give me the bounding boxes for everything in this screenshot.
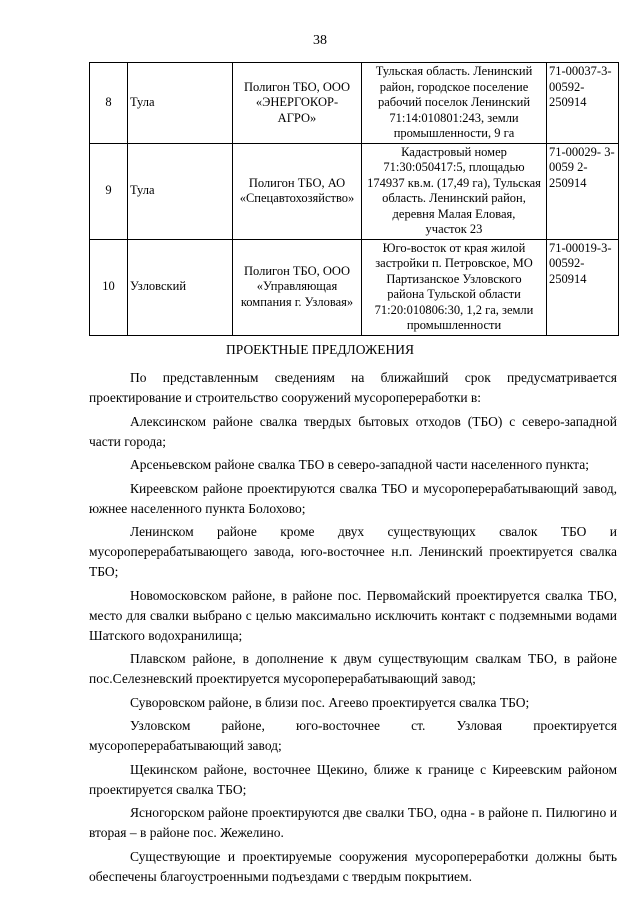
row-location (362, 239, 547, 335)
row-location-line: Юго-восток от края жилой (382, 240, 526, 255)
paragraph: Узловском районе, юго-восточнее ст. Узловая проектируется мусороперерабатывающий завод; (89, 718, 617, 753)
row-object-line: Полигон ТБО, ООО (243, 79, 350, 94)
row-object (233, 239, 362, 335)
row-district: Тула (128, 143, 233, 239)
row-number: 8 (90, 63, 128, 144)
row-location-line: Кадастровый номер (401, 144, 507, 159)
row-location-line: Партизанское Узловского (386, 271, 522, 286)
page-number: 38 (313, 33, 327, 48)
paragraph: Алексинском районе свалка твердых бытовых отходов (ТБО) с северо-западной части города; (89, 413, 617, 449)
table-row (90, 239, 619, 335)
row-location (362, 63, 547, 144)
row-location-line: 71:14:010801:243, земли (389, 110, 519, 125)
row-location-line: деревня Малая Еловая, (392, 206, 516, 221)
row-location-line: застройки п. Петровское, МО (375, 256, 533, 270)
row-number: 10 (90, 239, 128, 335)
row-location-line: Тульская область. Ленинский (375, 64, 533, 78)
row-location-line: участок 23 (425, 222, 483, 236)
row-object-line: АГРО» (277, 110, 317, 125)
row-code (547, 63, 619, 144)
row-location-line: промышленности, 9 га (393, 126, 515, 140)
row-district: Узловский (128, 239, 233, 335)
row-code-line: 00592-250914 (549, 79, 587, 109)
row-object (233, 63, 362, 144)
row-location-line: район, городское поселение (379, 79, 529, 94)
paragraph: По представленным сведениям на ближайший срок предусматривается проектирование и строительство сооружений мусоропереработки в: (89, 370, 617, 405)
row-object-line: «ЭНЕРГОКОР- (255, 95, 339, 109)
paragraph: Щекинском районе, восточнее Щекино, ближе к границе с Киреевским районом проектируется свалка ТБО; (89, 761, 617, 797)
waste-sites-table (89, 62, 619, 336)
body-text (89, 368, 617, 890)
row-code-line: 00592-250914 (549, 256, 587, 286)
section-heading: ПРОЕКТНЫЕ ПРЕДЛОЖЕНИЯ (226, 342, 414, 357)
row-object (233, 143, 362, 239)
row-object-line: «Управляющая (256, 279, 338, 294)
row-code-line: 0059 2-250914 (549, 160, 588, 190)
row-location (362, 143, 547, 239)
row-location-line: 174937 кв.м. (17,49 га), Тульская (367, 175, 541, 190)
row-location-line: промышленности (406, 318, 502, 332)
row-object-line: «Спецавтохозяйство» (239, 191, 355, 205)
row-location-line: района Тульской области (387, 287, 521, 301)
table-row (90, 143, 619, 239)
paragraph: Существующие и проектируемые сооружения мусоропереработки должны быть обеспечены благоустроенными подъездами с твердым покрытием. (89, 848, 617, 884)
row-code (547, 143, 619, 239)
table-row (90, 63, 619, 144)
paragraph: Плавском районе, в дополнение к двум существующим свалкам ТБО, в районе пос.Селезневский проектируется мусороперерабатывающий завод; (89, 651, 617, 686)
row-code-line: 71-00029- 3- (549, 144, 615, 159)
paragraph: Новомосковском районе, в районе пос. Первомайский проектируется свалка ТБО, место для свалки выбрано с целью максимально исключить контакт с подземными водами Шатского водохранилища; (89, 587, 617, 643)
row-object-line: компания г. Узловая» (240, 294, 354, 309)
row-location-line: 71:20:010806:30, 1,2 га, земли (374, 302, 534, 317)
row-location-line: область. Ленинский район, (382, 191, 526, 205)
paragraph: Киреевском районе проектируются свалка ТБО и мусороперерабатывающий завод, южнее населенного пункта Болохово; (89, 480, 617, 516)
row-object-line: Полигон ТБО, ООО (243, 263, 350, 278)
row-object-line: Полигон ТБО, АО (248, 175, 346, 190)
row-code-line: 71-00037-3- (549, 64, 612, 78)
paragraph: Ясногорском районе проектируются две свалки ТБО, одна - в районе п. Пилюгино и вторая – в районе пос. Жежелино. (89, 805, 617, 840)
paragraph: Арсеньевском районе свалка ТБО в северо-западной части населенного пункта; (130, 457, 589, 472)
row-code (547, 239, 619, 335)
row-location-line: рабочий поселок Ленинский (377, 95, 531, 109)
row-district: Тула (128, 63, 233, 144)
row-number: 9 (90, 143, 128, 239)
paragraph: Суворовском районе, в близи пос. Агеево проектируется свалка ТБО; (130, 694, 530, 710)
row-location-line: 71:30:050417:5, площадью (383, 160, 525, 174)
row-code-line: 71-00019-3- (549, 240, 612, 255)
paragraph: Ленинском районе кроме двух существующих свалок ТБО и мусороперерабатывающего завода, юго-восточнее н.п. Ленинский проектируется свалка ТБО; (89, 524, 617, 579)
